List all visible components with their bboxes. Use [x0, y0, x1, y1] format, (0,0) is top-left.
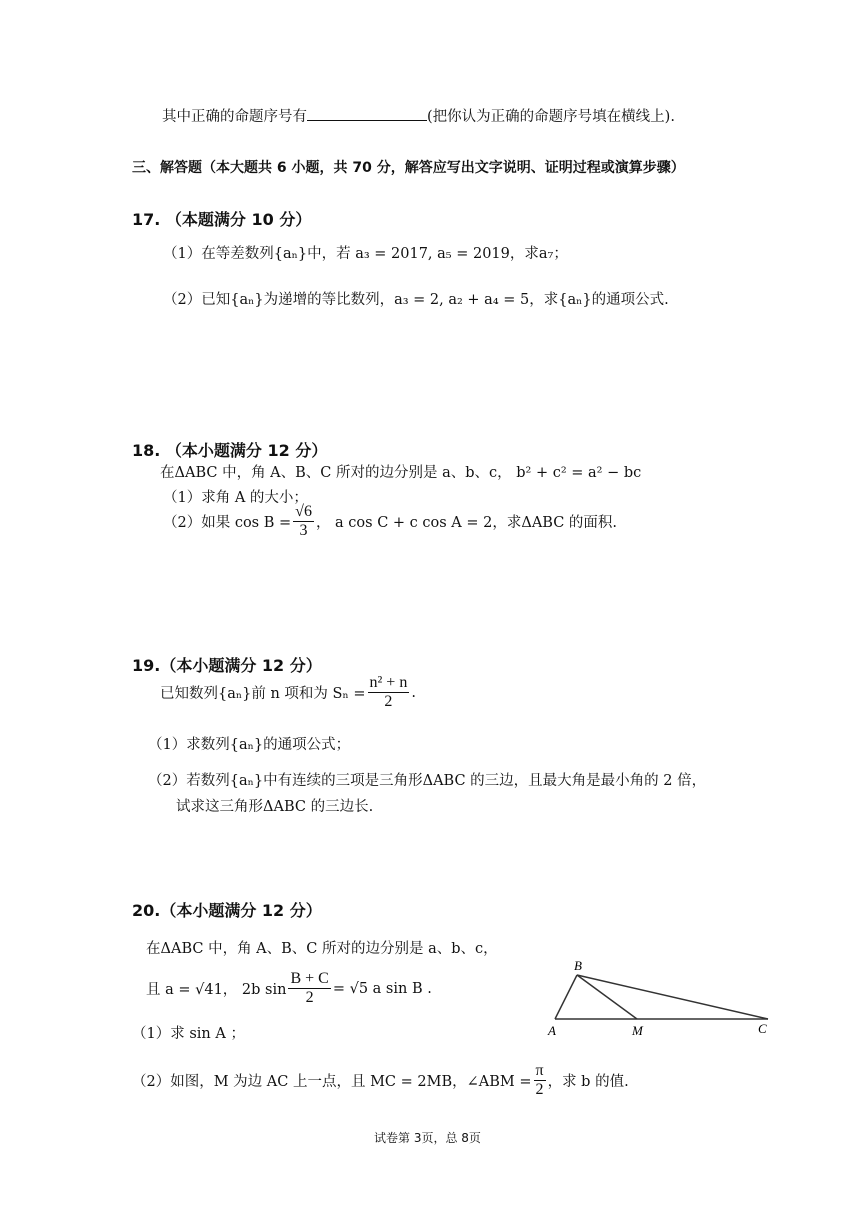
label-c: C	[758, 1021, 767, 1036]
q18-intro: 在ΔABC 中，角 A、B、C 所对的边分别是 a、b、c， b² + c² = a² − bc	[160, 465, 642, 481]
q19-part2-line1: （2）若数列{aₙ}中有连续的三项是三角形ΔABC 的三边，且最大角是最小角的 2 倍，	[148, 773, 707, 789]
q20-fraction2	[534, 1062, 546, 1099]
q20-part2	[132, 1062, 629, 1099]
q19-intro-lead: 已知数列{aₙ}前 n 项和为 Sₙ =	[160, 686, 366, 702]
label-a: A	[548, 1023, 556, 1038]
fill-in-line	[162, 105, 675, 126]
q17-part1: （1）在等差数列{aₙ}中，若 a₃ = 2017, a₅ = 2019，求a₇；	[163, 246, 568, 262]
q17-part2: （2）已知{aₙ}为递增的等比数列，a₃ = 2, a₂ + a₄ = 5，求{aₙ}的通项公式.	[163, 292, 669, 308]
label-b: B	[574, 958, 582, 973]
q18-part2-lead: （2）如果 cos B =	[163, 515, 292, 531]
q17-title: 17. （本题满分 10 分）	[132, 210, 312, 229]
q19-part1: （1）求数列{aₙ}的通项公式；	[148, 737, 351, 753]
q18-title: 18. （本小题满分 12 分）	[132, 441, 328, 460]
q18-frac-den: 3	[299, 522, 308, 539]
q20-title: 20.（本小题满分 12 分）	[132, 901, 322, 920]
q20-part1: （1）求 sin A ；	[132, 1026, 245, 1042]
section-header: 三、解答题（本大题共 6 小题，共 70 分，解答应写出文字说明、证明过程或演算步骤）	[132, 160, 685, 176]
q20-condition	[146, 970, 432, 1007]
q20-fraction	[288, 970, 330, 1007]
side-ab	[555, 975, 577, 1019]
q18-frac-num: √6	[295, 503, 312, 520]
q20-cond-lead: 且 a = √41， 2b sin	[146, 982, 287, 998]
q20-frac-den: 2	[305, 989, 314, 1006]
q18-part2-tail: ， a cos C + c cos A = 2，求ΔABC 的面积.	[315, 515, 618, 531]
q20-intro: 在ΔABC 中，角 A、B、C 所对的边分别是 a、b、c，	[146, 941, 498, 957]
q18-fraction	[293, 503, 314, 540]
q19-intro	[160, 674, 416, 711]
answer-blank[interactable]	[307, 106, 427, 121]
q19-title: 19.（本小题满分 12 分）	[132, 656, 322, 675]
q19-fraction	[368, 674, 410, 711]
q19-frac-den: 2	[384, 693, 393, 710]
triangle-figure	[540, 955, 780, 1040]
q20-cond-tail: = √5 a sin B .	[332, 980, 432, 997]
label-m: M	[632, 1023, 643, 1038]
fill-in-post: (把你认为正确的命题序号填在横线上).	[427, 109, 675, 125]
q19-frac-num: n² + n	[369, 674, 408, 691]
q19-part2-line2: 试求这三角形ΔABC 的三边长.	[176, 799, 374, 815]
q20-frac2-den: 2	[535, 1081, 544, 1098]
q20-part2-lead: （2）如图，M 为边 AC 上一点，且 MC = 2MB，∠ABM =	[132, 1074, 532, 1090]
q19-intro-tail: .	[411, 684, 416, 701]
q18-part1: （1）求角 A 的大小；	[163, 490, 308, 506]
q20-frac-num: B + C	[290, 970, 329, 987]
q18-part2	[163, 503, 617, 540]
q20-frac2-num: π	[535, 1062, 544, 1079]
page-footer: 试卷第 3页，总 8页	[374, 1131, 481, 1145]
side-bc	[577, 975, 768, 1019]
fill-in-pre: 其中正确的命题序号有	[162, 109, 307, 125]
q20-part2-tail: ，求 b 的值.	[547, 1074, 629, 1090]
